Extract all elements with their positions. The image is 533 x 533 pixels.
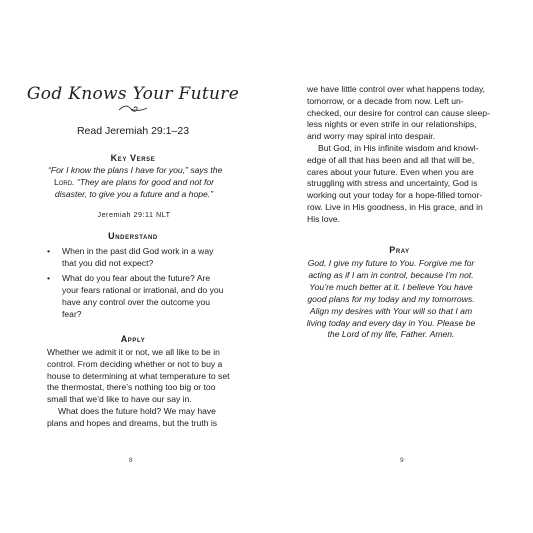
bullet-dot: • bbox=[47, 273, 51, 283]
body-line: But God, in His infinite wisdom and knowl- bbox=[318, 142, 479, 153]
body-line: less nights or even strife in our relationships, bbox=[307, 119, 477, 130]
body-line: working out your today for a hope-filled tomor- bbox=[307, 190, 483, 201]
prayer-line: good plans for my today and my tomorrows. bbox=[307, 293, 475, 304]
body-line: we have little control over what happens today, bbox=[307, 84, 486, 94]
body-line: cares about your future. Even when you are bbox=[307, 166, 474, 177]
flourish-ornament bbox=[118, 104, 148, 114]
apply-heading: Apply bbox=[120, 334, 146, 344]
prayer-line: Align my desires with Your will so that I am bbox=[309, 305, 473, 316]
apply-paragraph bbox=[47, 347, 229, 430]
understand-heading: Understand bbox=[108, 231, 158, 241]
body-line: tomorrow, or a decade from now. Left un- bbox=[307, 95, 464, 106]
apply-line: control. From deciding whether or not to buy a bbox=[47, 358, 223, 369]
body-line: row. Live in His goodness, in His grace, and in bbox=[307, 201, 483, 212]
bullet-dot: • bbox=[47, 246, 51, 256]
devotion-title: God Knows Your Future bbox=[26, 84, 240, 104]
apply-line: the thermostat, there’s nothing too big or too bbox=[47, 382, 216, 393]
body-line: His love. bbox=[307, 213, 340, 224]
verse-line: disaster, to give you a future and a hope.” bbox=[54, 188, 214, 199]
prayer-line: acting as if I am in control, because I’m not. bbox=[308, 269, 474, 280]
verse-reference: Jeremiah 29:11 NLT bbox=[97, 210, 171, 219]
scripture-reading: Read Jeremiah 29:1–23 bbox=[76, 125, 190, 137]
prayer-line: living today and every day in You. Please be bbox=[306, 317, 476, 328]
apply-line: What does the future hold? We may have bbox=[58, 405, 216, 416]
prayer-line: God, I give my future to You. Forgive me for bbox=[307, 258, 475, 268]
apply-line: house to determining at what temperature to set bbox=[47, 370, 230, 381]
page-number: 8 bbox=[129, 457, 133, 464]
key-verse-text bbox=[48, 165, 223, 200]
prayer-line: the Lord of my life, Father. Amen. bbox=[327, 329, 455, 340]
apply-line: plans and hopes and dreams, but the truth is bbox=[47, 417, 218, 428]
apply-line: Whether we admit it or not, we all like to be in bbox=[47, 347, 220, 357]
verse-line bbox=[48, 177, 220, 189]
key-verse-heading: Key Verse bbox=[110, 153, 156, 163]
bullet-text: When in the past did God work in a way that you did not expect? bbox=[62, 246, 214, 268]
bullet-text: What do you fear about the future? Are your fears rational or irrational, and do you have any control over the outcome you fear? bbox=[62, 273, 224, 319]
left-page bbox=[0, 0, 266, 533]
verse-line: “For I know the plans I have for you,” says the bbox=[48, 165, 223, 175]
verse-line-rest: . “They are plans for good and not for bbox=[72, 176, 214, 187]
body-paragraph bbox=[307, 84, 490, 226]
body-line: checked, our desire for control can cause sleep- bbox=[307, 107, 490, 118]
apply-line: small that we’d like to have our say in. bbox=[47, 394, 192, 405]
pray-heading: Pray bbox=[389, 245, 410, 255]
prayer-line: You’re much better at it. I believe You have bbox=[309, 281, 473, 292]
prayer-text bbox=[296, 258, 486, 341]
body-line: struggling with stress and uncertainty, God is bbox=[307, 178, 478, 189]
lord-smallcaps: Lord bbox=[53, 176, 73, 187]
body-line: and worry may spiral into despair. bbox=[307, 131, 436, 142]
page-number: 9 bbox=[400, 457, 404, 464]
body-line: edge of all that has been and all that will be, bbox=[307, 154, 475, 165]
